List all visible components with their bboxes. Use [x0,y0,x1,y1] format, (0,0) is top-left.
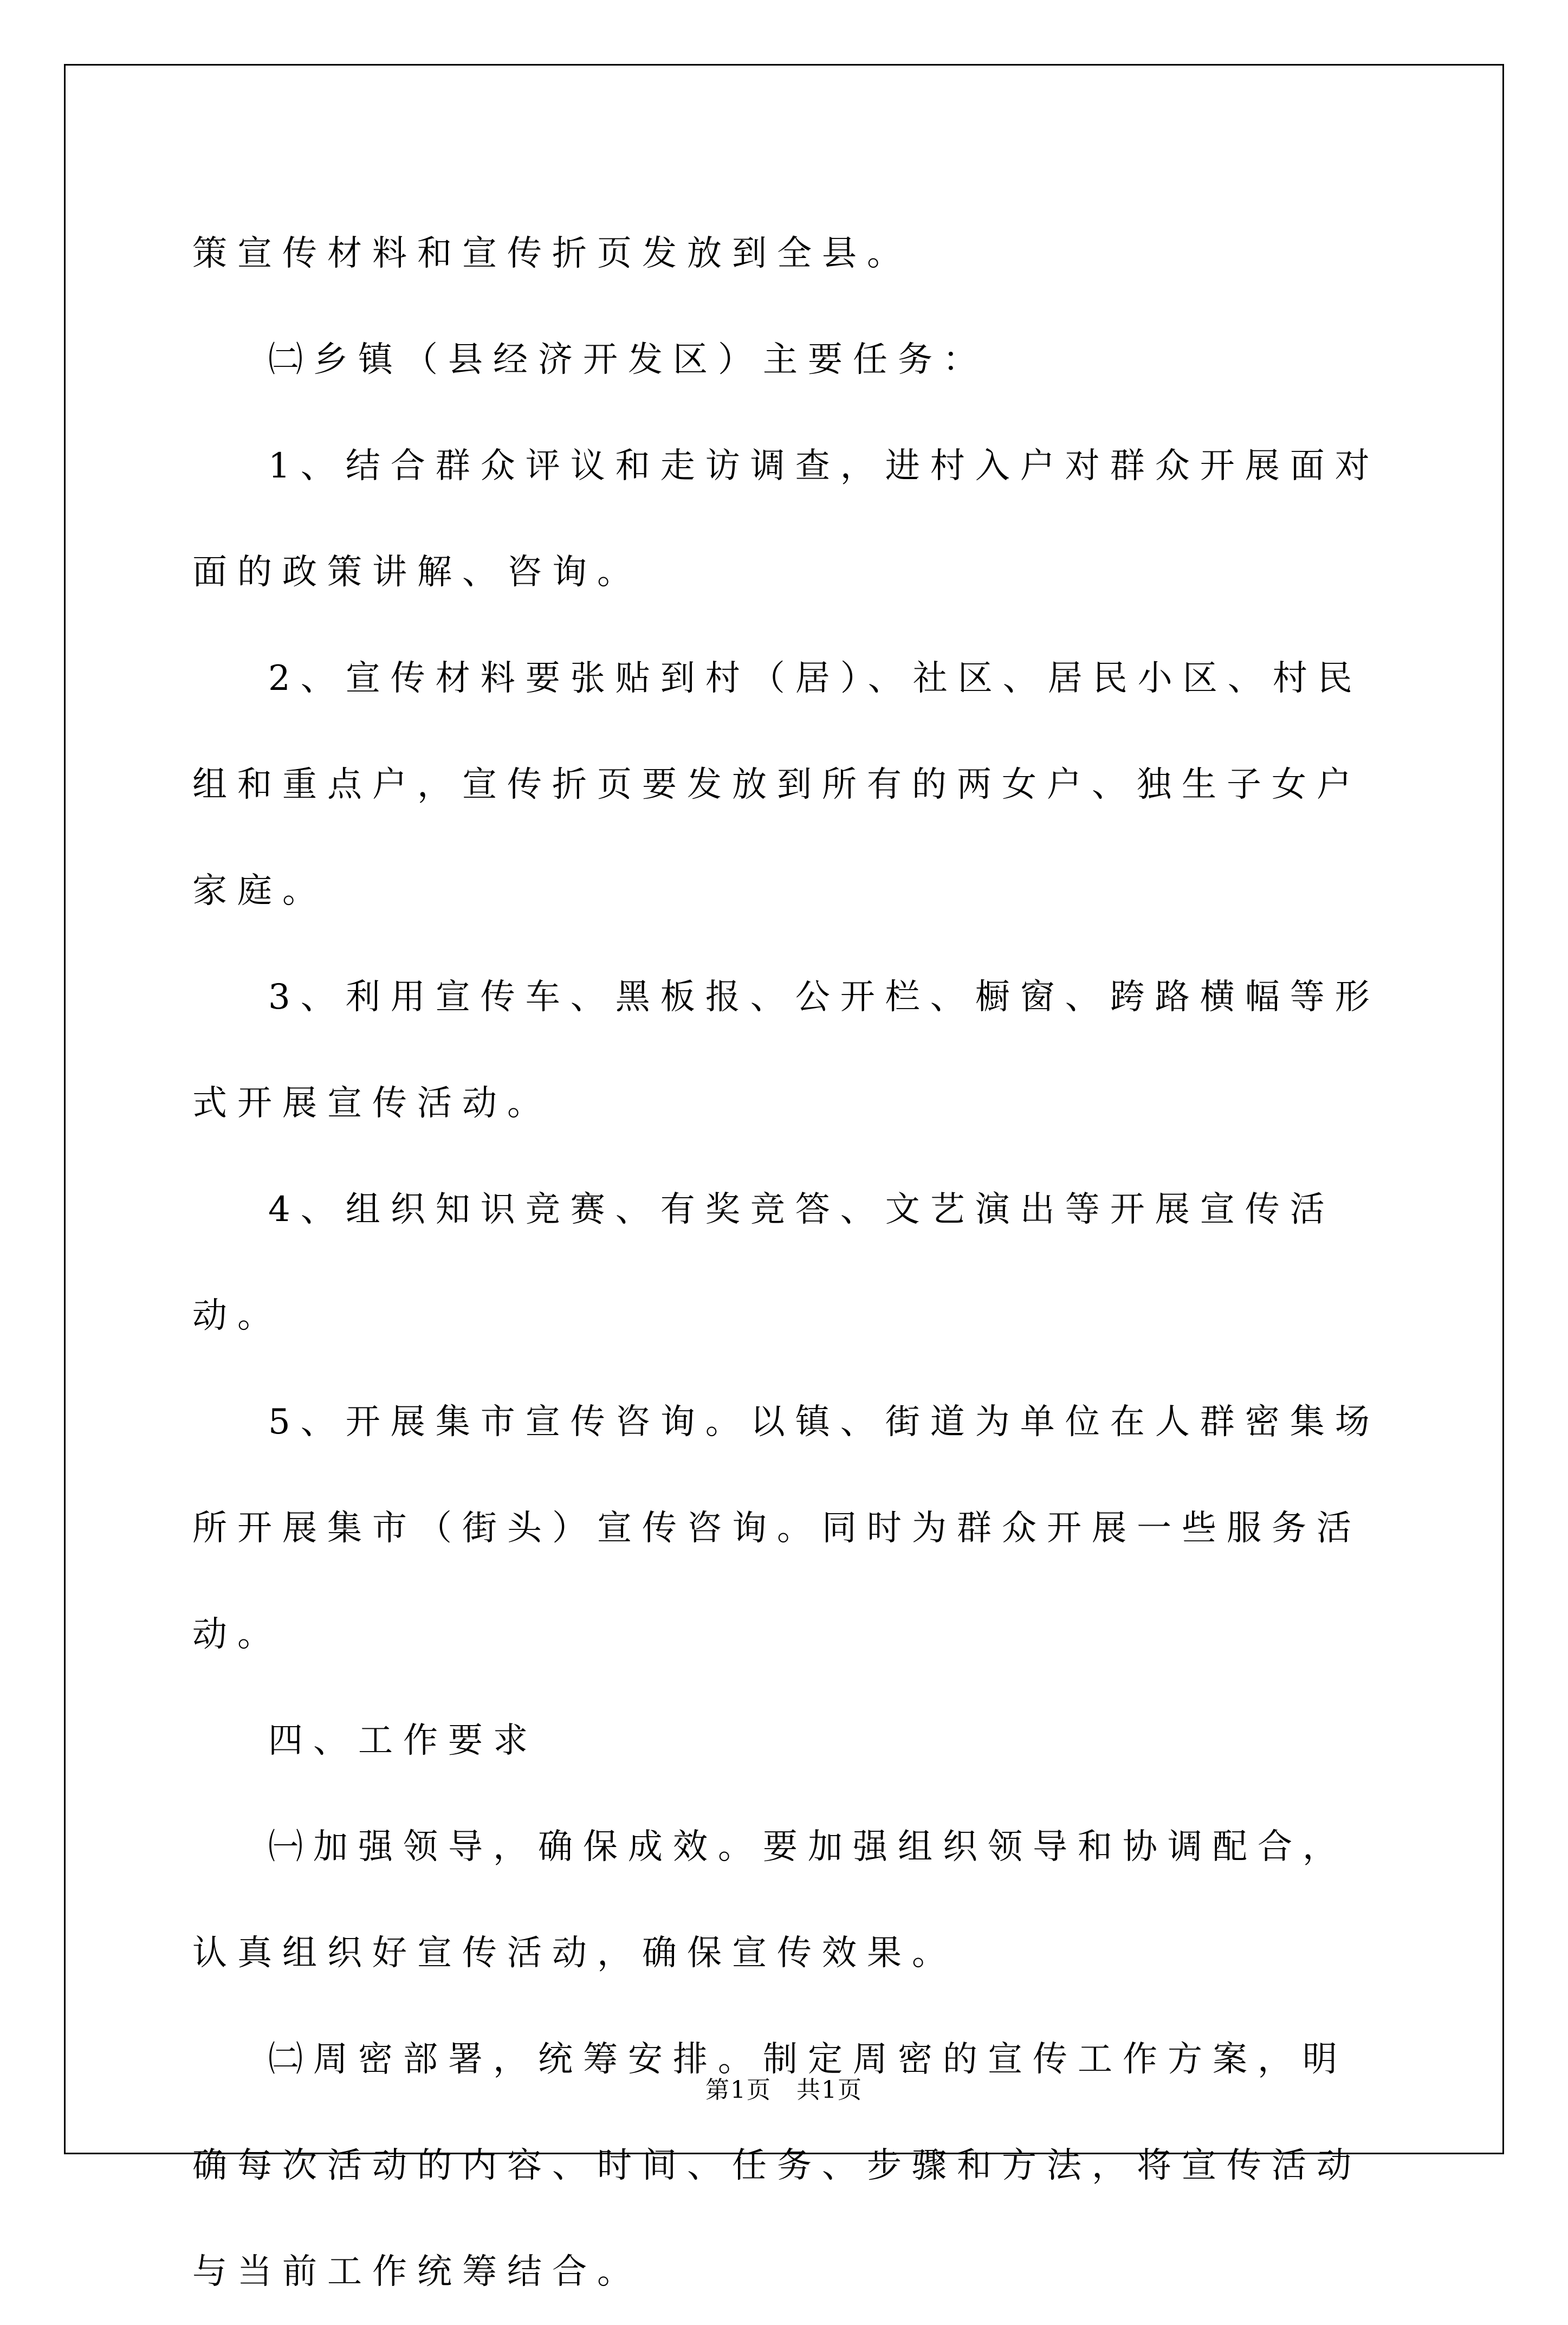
paragraph-item-5: 5、开展集市宣传咨询。以镇、街道为单位在人群密集场所开展集市（街头）宣传咨询。同时为群众开展一些服务活动。 [192,1402,1380,1655]
page-number-footer: 第1页 共1页 [705,2076,863,2104]
paragraph-item-2: 2、宣传材料要张贴到村（居）、社区、居民小区、村民组和重点户，宣传折页要发放到所有的两女户、独生子女户家庭。 [192,658,1363,911]
paragraph-requirement-1: ㈠加强领导，确保成效。要加强组织领导和协调配合，认真组织好宣传活动，确保宣传效果。 [192,1827,1347,1973]
section-heading-requirements: 四、工作要求 [268,1721,538,1761]
paragraph-requirement-2: ㈡周密部署，统筹安排。制定周密的宣传工作方案，明确每次活动的内容、时间、任务、步骤和方法，将宣传活动与当前工作统筹结合。 [192,2039,1362,2292]
paragraph-continuation: 策宣传材料和宣传折页发放到全县。 [192,234,912,274]
paragraph-item-4: 4、组织知识竞赛、有奖竞答、文艺演出等开展宣传活动。 [192,1190,1335,1336]
paragraph-subheading-township: ㈡乡镇（县经济开发区）主要任务： [268,340,988,380]
document-body [192,201,1390,2325]
paragraph-item-1: 1、结合群众评议和走访调查，进村入户对群众开展面对面的政策讲解、咨询。 [192,446,1380,592]
paragraph-item-3: 3、利用宣传车、黑板报、公开栏、橱窗、跨路横幅等形式开展宣传活动。 [192,977,1380,1123]
